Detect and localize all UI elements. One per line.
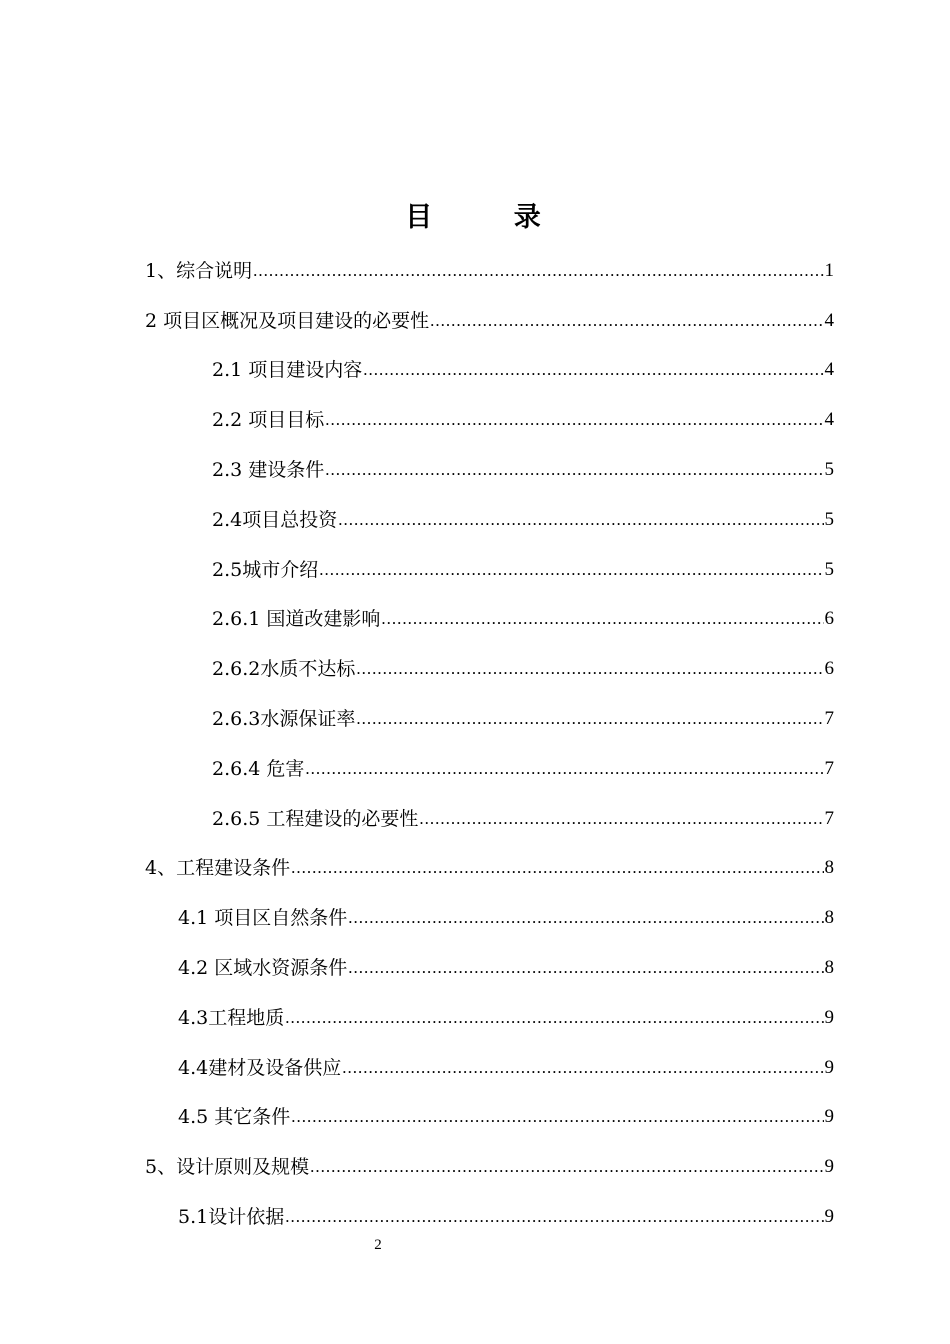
toc-entry-page: 8 <box>824 857 834 879</box>
toc-entry[interactable] <box>0 246 950 296</box>
toc-entry-page: 6 <box>824 608 834 630</box>
toc-dot-leader <box>285 1006 823 1030</box>
toc-entry-page: 5 <box>824 508 834 530</box>
toc-entry-page: 7 <box>824 757 834 779</box>
toc-entry[interactable] <box>0 1142 950 1192</box>
toc-dot-leader <box>381 607 823 631</box>
page-number: 2 <box>374 1237 382 1253</box>
toc-dot-leader <box>419 807 823 831</box>
toc-entry-label: 2 项目区概况及项目建设的必要性 <box>145 309 430 332</box>
toc-entry-label: 2.5城市介绍 <box>212 558 319 581</box>
toc-entry-page: 4 <box>824 409 834 431</box>
toc-entry-page: 9 <box>824 1156 834 1178</box>
toc-dot-leader <box>356 707 823 731</box>
toc-entry-page: 9 <box>824 1056 834 1078</box>
toc-dot-leader <box>363 358 823 382</box>
toc-entry-label: 2.6.2水质不达标 <box>212 658 356 681</box>
toc-entry[interactable] <box>0 893 950 943</box>
toc-entry[interactable] <box>0 993 950 1043</box>
toc-entry-label: 4.2 区域水资源条件 <box>178 957 348 980</box>
toc-entry[interactable] <box>0 296 950 346</box>
toc-entry-label: 4、工程建设条件 <box>145 857 291 880</box>
toc-entry[interactable] <box>0 445 950 495</box>
toc-title: 目 录 <box>405 202 577 233</box>
toc-dot-leader <box>342 1056 823 1080</box>
toc-dot-leader <box>291 1105 823 1129</box>
toc-entry[interactable] <box>0 943 950 993</box>
toc-dot-leader <box>338 508 823 532</box>
toc-entry-label: 2.6.5 工程建设的必要性 <box>212 807 419 830</box>
toc-entry-page: 5 <box>824 459 834 481</box>
toc-dot-leader <box>325 458 823 482</box>
toc-entry-page: 5 <box>824 558 834 580</box>
toc-entry-page: 1 <box>824 259 834 281</box>
toc-entry[interactable] <box>0 644 950 694</box>
toc-entry[interactable] <box>0 545 950 595</box>
table-of-contents <box>0 246 950 1242</box>
toc-entry-label: 5、设计原则及规模 <box>145 1156 310 1179</box>
toc-entry-page: 9 <box>824 1106 834 1128</box>
toc-entry-page: 9 <box>824 1006 834 1028</box>
toc-entry-label: 4.4建材及设备供应 <box>178 1056 342 1079</box>
toc-entry-label: 2.2 项目目标 <box>212 409 325 432</box>
toc-entry-page: 4 <box>824 359 834 381</box>
toc-dot-leader <box>285 1205 823 1229</box>
toc-dot-leader <box>348 906 823 930</box>
toc-entry[interactable] <box>0 694 950 744</box>
toc-entry-page: 4 <box>824 309 834 331</box>
toc-entry-page: 6 <box>824 658 834 680</box>
toc-entry[interactable] <box>0 395 950 445</box>
toc-entry-page: 8 <box>824 907 834 929</box>
toc-entry-page: 8 <box>824 957 834 979</box>
toc-entry[interactable] <box>0 346 950 396</box>
toc-entry-label: 2.6.1 国道改建影响 <box>212 608 381 631</box>
toc-entry-label: 2.3 建设条件 <box>212 459 325 482</box>
toc-dot-leader <box>310 1155 823 1179</box>
toc-dot-leader <box>305 757 823 781</box>
toc-dot-leader <box>253 259 823 283</box>
toc-entry[interactable] <box>0 1192 950 1242</box>
toc-entry[interactable] <box>0 844 950 894</box>
toc-entry[interactable] <box>0 1093 950 1143</box>
toc-entry[interactable] <box>0 495 950 545</box>
toc-dot-leader <box>325 408 823 432</box>
toc-entry-label: 2.6.3水源保证率 <box>212 708 356 731</box>
toc-entry-label: 5.1设计依据 <box>178 1206 285 1229</box>
toc-entry[interactable] <box>0 794 950 844</box>
toc-entry-page: 7 <box>824 807 834 829</box>
toc-entry-label: 2.1 项目建设内容 <box>212 359 363 382</box>
toc-entry-label: 4.3工程地质 <box>178 1006 285 1029</box>
toc-entry-label: 2.4项目总投资 <box>212 508 338 531</box>
toc-entry[interactable] <box>0 595 950 645</box>
toc-dot-leader <box>348 956 823 980</box>
toc-entry-label: 2.6.4 危害 <box>212 757 305 780</box>
toc-entry[interactable] <box>0 744 950 794</box>
toc-entry[interactable] <box>0 1043 950 1093</box>
toc-entry-label: 4.1 项目区自然条件 <box>178 907 348 930</box>
toc-dot-leader <box>356 657 823 681</box>
toc-entry-page: 7 <box>824 708 834 730</box>
toc-entry-page: 9 <box>824 1206 834 1228</box>
toc-dot-leader <box>319 558 823 582</box>
toc-entry-label: 1、综合说明 <box>145 259 253 282</box>
toc-dot-leader <box>430 309 823 333</box>
toc-dot-leader <box>291 856 823 880</box>
toc-entry-label: 4.5 其它条件 <box>178 1106 291 1129</box>
